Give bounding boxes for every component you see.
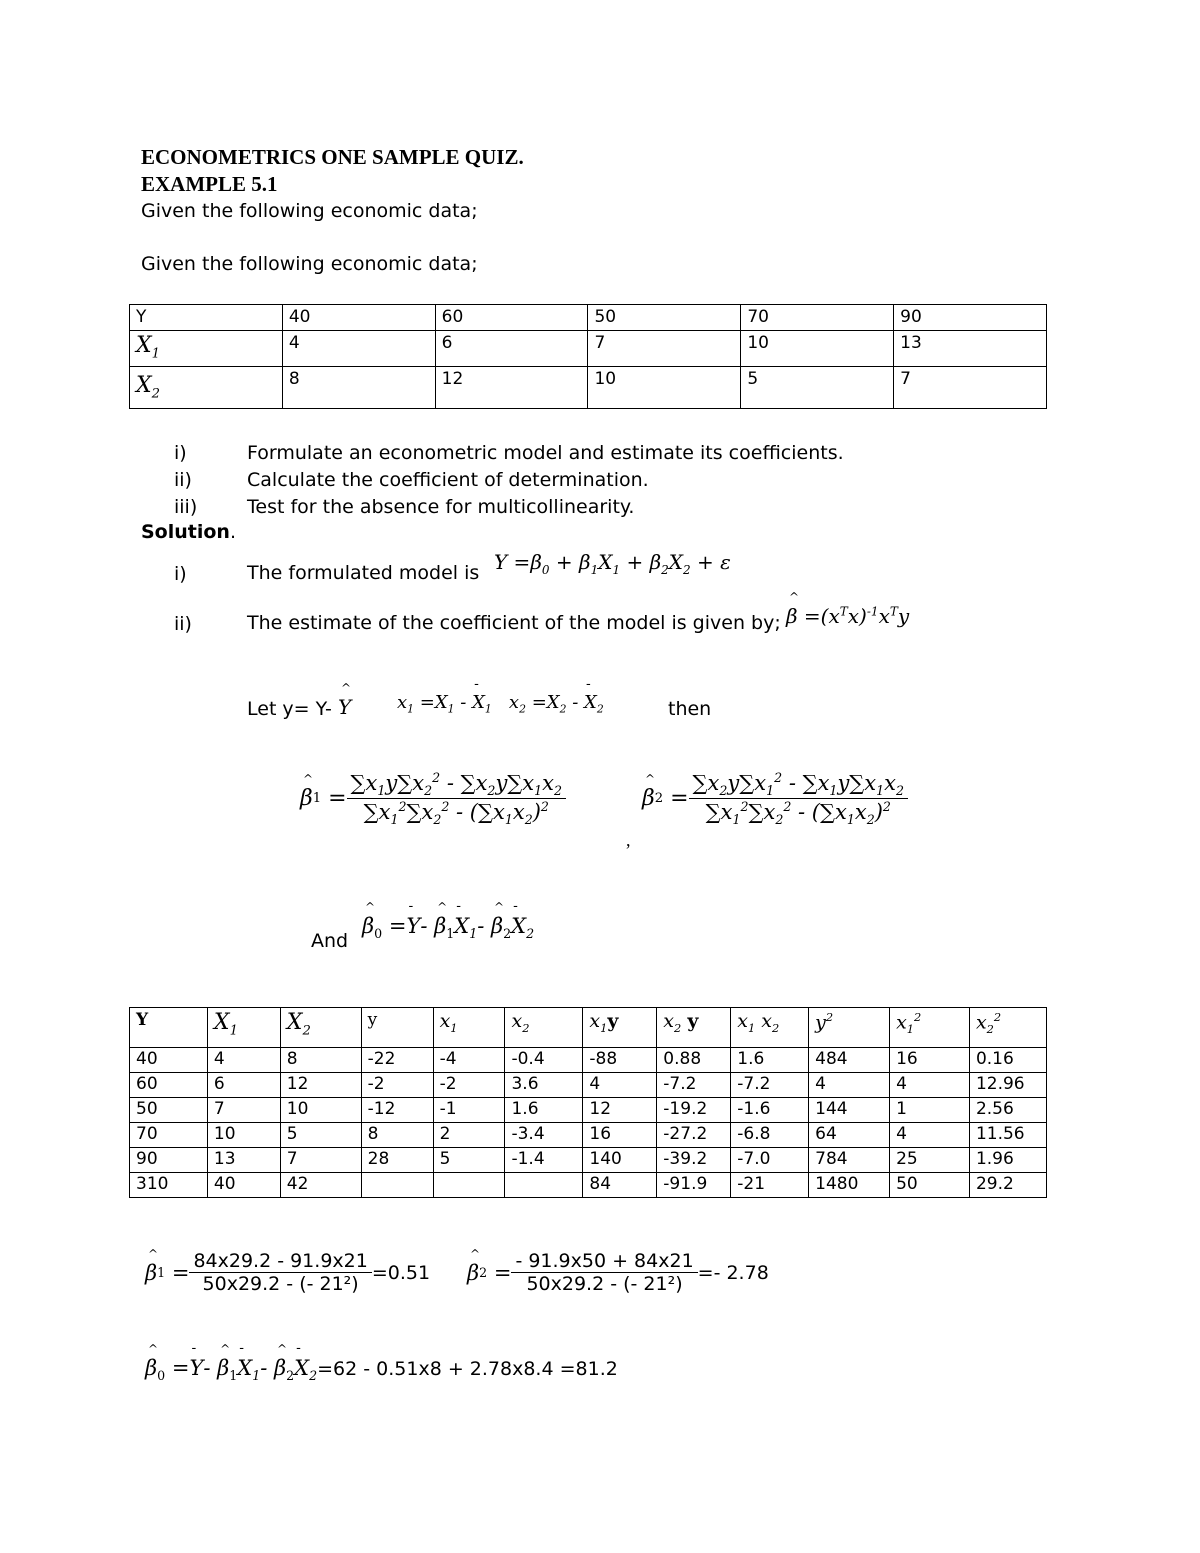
table-header-row [130,1008,1047,1048]
table-cell: -27.2 [657,1123,731,1148]
table-cell: -7.2 [657,1073,731,1098]
table-cell: 70 [741,305,894,331]
table-row [130,1173,1047,1198]
column-header: $y^2$ [809,1008,890,1048]
table-cell: 3.6 [505,1073,583,1098]
table-cell: -1.4 [505,1148,583,1173]
beta0-formula: ^ $\beta_0 =- Y-$ ^ $\beta_1-$ $X_1-$ ^ $\beta_2-$ $X_2$ [362,914,534,941]
column-header: $x_2^2$ [969,1008,1046,1048]
table-cell: 0.16 [969,1048,1046,1073]
and-text: And [311,930,349,952]
table-cell: 1 [890,1098,970,1123]
step-text: The formulated model is [247,562,480,584]
row-label: $X_1$ [130,331,283,367]
beta1-result: ^ β 1 = $\frac{84x29.2 - 91.9x21}{\text{50x29.2 - (- 21²)}}$ =0.51 [145,1250,430,1295]
table-cell: 1.6 [505,1098,583,1123]
step-number: i) [174,563,187,585]
table-cell: 16 [583,1123,657,1148]
beta2-result: ^ β 2 = $\frac{- 91.9x50 + 84x21}{\text{50x29.2 - (- 21²)}}$ =- 2.78 [467,1250,769,1295]
table-cell: 60 [435,305,588,331]
column-header: $x_1^2$ [890,1008,970,1048]
table-cell: 10 [280,1098,361,1123]
table-cell: 2 [433,1123,505,1148]
table-row [130,367,1047,409]
table-cell: 1.96 [969,1148,1046,1173]
data-table [129,304,1047,409]
table-cell: 40 [207,1173,280,1198]
column-header: $X_1$ [207,1008,280,1048]
table-cell: 0.88 [657,1048,731,1073]
question-text: Formulate an econometric model and estimate its coefficients. [247,442,844,464]
table-cell: 8 [280,1048,361,1073]
model-equation: $Y =\beta_0 + \beta_1X_1 + \beta_2X_2 + \varepsilon$ [494,550,731,577]
beta1-value: =0.51 [371,1261,431,1284]
let-text: Let y= Y- [247,698,332,720]
table-cell: 7 [280,1148,361,1173]
table-cell: 8 [361,1123,433,1148]
table-cell [505,1173,583,1198]
table-cell: 6 [207,1073,280,1098]
beta2-numerator: - 91.9x50 + 84x21 [511,1250,697,1273]
beta1-denominator: 50x29.2 - (- 21²) [202,1273,359,1295]
table-cell: 6 [435,331,588,367]
table-cell: -6.8 [731,1123,809,1148]
table-row [130,1123,1047,1148]
table-cell: 40 [130,1048,208,1073]
table-cell: -0.4 [505,1048,583,1073]
intro-text-repeat: Given the following economic data; [141,253,478,275]
step-text: The estimate of the coefficient of the model is given by; [247,612,781,634]
table-cell: 4 [282,331,435,367]
table-cell: 5 [741,367,894,409]
question-number: i) [174,442,187,464]
question-number: ii) [174,469,192,491]
table-row [130,1098,1047,1123]
table-cell: 10 [207,1123,280,1148]
intro-text: Given the following economic data; [141,200,478,222]
table-cell: 12 [280,1073,361,1098]
solution-heading [141,521,236,543]
column-header: Y [130,1008,208,1048]
table-cell: 28 [361,1148,433,1173]
table-cell: 40 [282,305,435,331]
beta1-formula: ^ β 1 = $\frac{\sum x_1y\sum x_2^2 - \sum x_2y\sum x_1x_2}{\sum x_1^2\sum x_2^2 - (\sum x_1x_2)^2}$ [300,770,566,827]
table-cell: 5 [433,1148,505,1173]
table-cell: 7 [894,367,1047,409]
table-cell: 50 [890,1173,970,1198]
table-cell: 2.56 [969,1098,1046,1123]
table-cell: 484 [809,1048,890,1073]
row-label: Y [130,305,283,331]
table-row [130,1073,1047,1098]
table-cell: 50 [130,1098,208,1123]
table-row [130,1148,1047,1173]
table-cell: 90 [130,1148,208,1173]
table-cell: 784 [809,1148,890,1173]
table-row [130,331,1047,367]
table-cell: -21 [731,1173,809,1198]
table-cell: 13 [894,331,1047,367]
table-cell: -1 [433,1098,505,1123]
table-cell: -2 [361,1073,433,1098]
table-cell: 70 [130,1123,208,1148]
table-row [130,305,1047,331]
table-cell: -7.2 [731,1073,809,1098]
document-title: ECONOMETRICS ONE SAMPLE QUIZ. [141,145,524,169]
table-cell: 140 [583,1148,657,1173]
column-header: $x_2$ [505,1008,583,1048]
step-number: ii) [174,613,192,635]
column-header: y [361,1008,433,1048]
beta1-numerator: 84x29.2 - 91.9x21 [189,1250,371,1273]
table-cell: 11.56 [969,1123,1046,1148]
table-cell: 25 [890,1148,970,1173]
table-cell: 10 [588,367,741,409]
column-header: $X_2$ [280,1008,361,1048]
column-header: $x_2$ y [657,1008,731,1048]
table-cell: 16 [890,1048,970,1073]
table-cell: 7 [207,1098,280,1123]
table-cell: 310 [130,1173,208,1198]
formula-comma: , [626,830,631,850]
table-cell: 12.96 [969,1073,1046,1098]
column-header: $x_1y$ [583,1008,657,1048]
table-cell: 4 [809,1073,890,1098]
solution-label: Solution [141,521,230,543]
table-cell: 50 [588,305,741,331]
table-cell: 4 [583,1073,657,1098]
table-cell: -2 [433,1073,505,1098]
calculation-table [129,1007,1047,1198]
table-cell: 4 [207,1048,280,1073]
table-cell: -22 [361,1048,433,1073]
calc-table-body [130,1048,1047,1198]
table-cell: 5 [280,1123,361,1148]
beta2-value: =- 2.78 [697,1261,769,1284]
table-cell: -3.4 [505,1123,583,1148]
example-label: EXAMPLE 5.1 [141,172,278,196]
table-cell: -7.0 [731,1148,809,1173]
beta0-result: ^ $\beta_0 =- Y-$ ^ $\beta_1-$ $X_1-$ ^ $\beta_2-$ $X_2=62 - 0.51x8 + 2.78x8.4 =81.2$ [145,1356,618,1383]
table-cell: -39.2 [657,1148,731,1173]
table-cell: -19.2 [657,1098,731,1123]
table-cell: -12 [361,1098,433,1123]
table-cell [433,1173,505,1198]
table-cell: -88 [583,1048,657,1073]
beta0-value: =62 - 0.51x8 + 2.78x8.4 =81.2 [317,1358,618,1380]
ols-estimator-formula: ^ $\beta =(x^Tx)^{-1}x^Ty$ [786,604,909,628]
table-cell: 1.6 [731,1048,809,1073]
table-cell: -91.9 [657,1173,731,1198]
table-cell: 8 [282,367,435,409]
table-cell: 4 [890,1073,970,1098]
table-cell: 29.2 [969,1173,1046,1198]
table-cell: 12 [583,1098,657,1123]
y-bar-symbol: ^ Y [338,695,351,719]
table-cell [361,1173,433,1198]
beta2-denominator: 50x29.2 - (- 21²) [526,1273,683,1295]
table-cell: -1.6 [731,1098,809,1123]
table-cell: 60 [130,1073,208,1098]
table-row [130,1048,1047,1073]
table-cell: 1480 [809,1173,890,1198]
table-cell: 4 [890,1123,970,1148]
question-number: iii) [174,496,198,518]
table-cell: 90 [894,305,1047,331]
row-label: $X_2$ [130,367,283,409]
table-cell: -4 [433,1048,505,1073]
solution-dot: . [229,521,236,543]
table-cell: 84 [583,1173,657,1198]
column-header: $x_1$ [433,1008,505,1048]
question-text: Test for the absence for multicollinearity. [247,496,635,518]
table-cell: 10 [741,331,894,367]
table-cell: 42 [280,1173,361,1198]
table-cell: 13 [207,1148,280,1173]
table-cell: 144 [809,1098,890,1123]
table-cell: 7 [588,331,741,367]
beta2-formula: ^ β 2 = $\frac{\sum x_2y\sum x_1^2 - \sum x_1y\sum x_1x_2}{\sum x_1^2\sum x_2^2 - (\sum x_1x_2)^2}$ [642,770,908,827]
deviation-definitions: $x_1 =X_1$ - - $X_1$ $x_2 =X_2$ - - $X_2$ [397,692,604,716]
question-text: Calculate the coefficient of determination. [247,469,649,491]
table-cell: 64 [809,1123,890,1148]
then-text: then [668,698,712,720]
table-cell: 12 [435,367,588,409]
column-header: $x_1$ $x_2$ [731,1008,809,1048]
